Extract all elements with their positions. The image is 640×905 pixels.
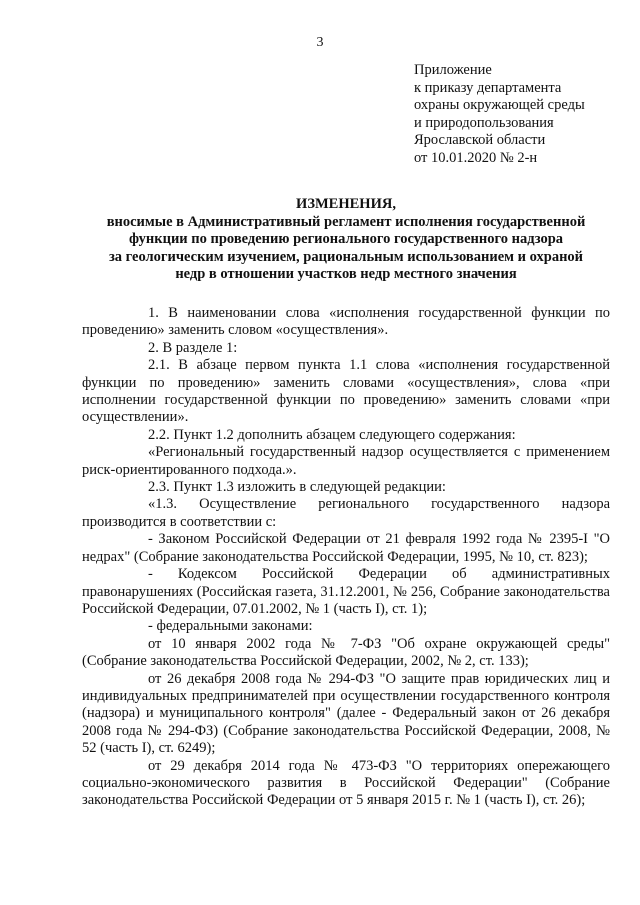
appendix-line: от 10.01.2020 № 2-н [414, 149, 538, 166]
appendix-line: Приложение [414, 62, 492, 78]
title-subtitle-line: функции по проведению регионального государственного надзора [128, 231, 564, 247]
paragraph-2-2: 2.2. Пункт 1.2 дополнить абзацем следующего содержания: [148, 426, 516, 443]
appendix-line: к приказу департамента [414, 79, 562, 96]
appendix-block [414, 62, 634, 167]
title-subtitle-line: за геологическим изучением, рациональным использованием и охраной [108, 248, 584, 265]
paragraph-law-294fz: от 26 декабря 2008 года № 294-ФЗ "О защите прав юридических лиц и индивидуальных предпринимателей при осуществлении государственного контроля (надзора) и муниципального контроля" (далее - Федеральный закон от 26 декабря 2008 года № 294-ФЗ) (Собрание законодательства Российской Федерации, 2008, № 52 (часть I), ст. 6249); [82, 670, 610, 757]
paragraph-2-3: 2.3. Пункт 1.3 изложить в следующей редакции: [148, 479, 446, 496]
paragraph-2-2-quote: «Региональный государственный надзор осуществляется с применением риск-ориентированного подхода.». [82, 444, 610, 478]
title-subtitle-line: вносимые в Административный регламент исполнения государственной [106, 213, 586, 230]
paragraph-2: 2. В разделе 1: [148, 339, 238, 356]
appendix-line: Ярославской области [414, 132, 546, 148]
paragraph-law-473fz: от 29 декабря 2014 года № 473-ФЗ "О территориях опережающего социально-экономического развития в Российской Федерации" (Собрание законодательства Российской Федерации от 5 января 2015 г. № 1 (часть I), ст. 26); [82, 757, 610, 809]
title-subtitle-line: недр в отношении участков недр местного значения [175, 266, 517, 282]
paragraph-federal-laws: - федеральными законами: [148, 618, 313, 635]
appendix-line: охраны окружающей среды [414, 97, 585, 113]
page-number: 3 [316, 35, 324, 50]
paragraph-koap: - Кодексом Российской Федерации об административных правонарушениях (Российская газета, 31.12.2001, № 256, Собрание законодательства Российской Федерации, 07.01.2002, № 1 (часть I), ст. 1); [82, 566, 610, 617]
paragraph-2-1: 2.1. В абзаце первом пункта 1.1 слова «исполнения государственной функции по проведению» заменить словами «осуществления», слова «при исполнении государственной функции по проведению» заменить словами «при осуществлении». [82, 357, 610, 426]
document-body [82, 305, 610, 810]
paragraph-1-3-intro: «1.3. Осуществление регионального государственного надзора производится в соответствии с: [82, 496, 610, 530]
paragraph-law-nedra: - Законом Российской Федерации от 21 февраля 1992 года № 2395-I "О недрах" (Собрание законодательства Российской Федерации, 1995, № 10, ст. 823); [82, 531, 610, 565]
appendix-line: и природопользования [414, 114, 554, 131]
paragraph-1: 1. В наименовании слова «исполнения государственной функции по проведению» заменить словом «осуществления». [82, 305, 610, 339]
paragraph-law-7fz: от 10 января 2002 года № 7-ФЗ "Об охране окружающей среды" (Собрание законодательства Российской Федерации, 2002, № 2, ст. 133); [82, 635, 610, 670]
title-main: ИЗМЕНЕНИЯ, [296, 196, 396, 212]
document-title [82, 196, 610, 284]
